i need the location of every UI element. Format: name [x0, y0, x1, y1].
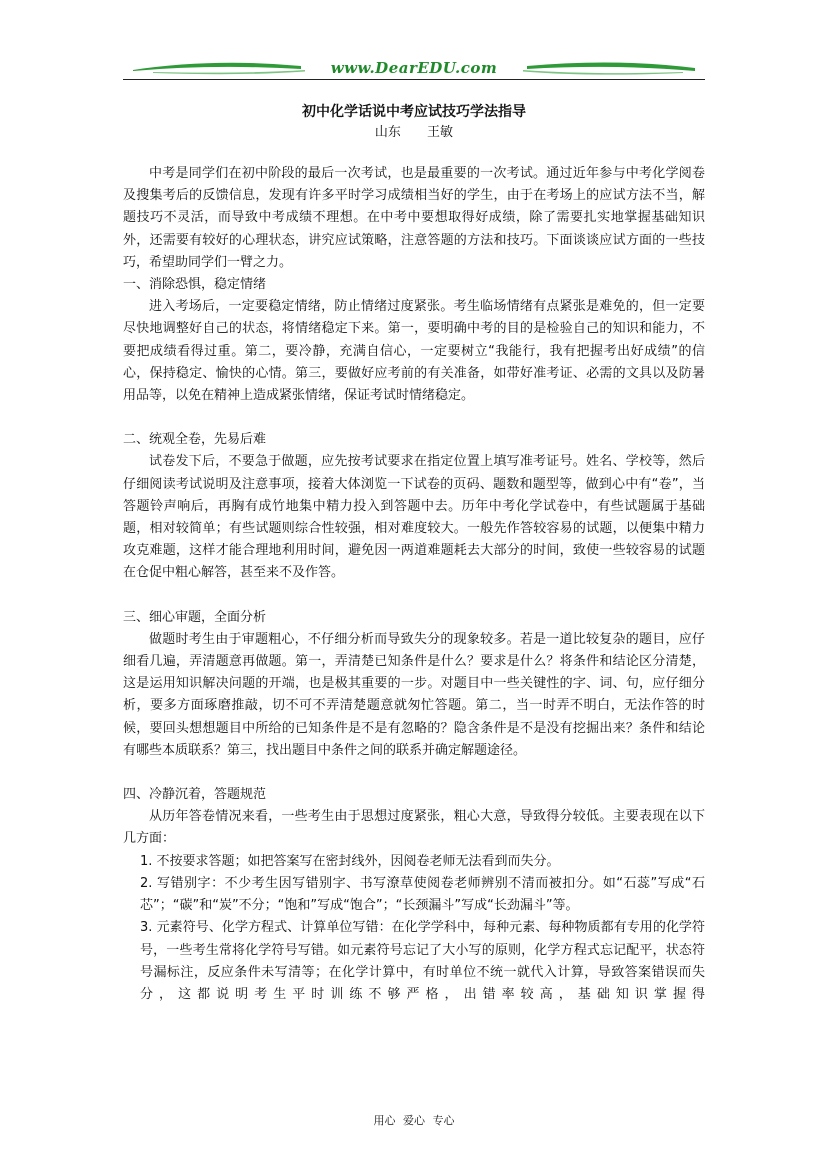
section-heading-3: 三、细心审题，全面分析: [123, 609, 267, 625]
spacer: [123, 585, 705, 607]
spacer: [123, 762, 705, 784]
list-item-2: 2. 写错别字：不少考生因写错别字、书写潦草使阅卷老师辨别不清而被扣分。如“石蕊”写成“石芯”；“碳”和“炭”不分；“饱和”写成“饱合”；“长颈漏斗”写成“长劲漏斗”等。: [140, 875, 705, 914]
site-logo-text: www.DearEDU.com: [330, 59, 498, 77]
section-heading-1: 一、消除恐惧，稳定情绪: [123, 277, 267, 293]
intro-paragraph: 中考是同学们在初中阶段的最后一次考试，也是最重要的一次考试。通过近年参与中考化学阅卷及搜集考后的反馈信息，发现有许多平时学习成绩相当好的学生，由于在考场上的应试方法不当，解题技巧不灵活，而导致中考成绩不理想。在中考中要想取得好成绩，除了需要扎实地掌握基础知识外，还需要有较好的心理状态，讲究应试策略，注意答题的方法和技巧。下面谈谈应试方面的一些技巧，希望助同学们一臂之力。: [123, 166, 705, 270]
header-divider: [123, 79, 705, 80]
section-1-paragraph: 进入考场后，一定要稳定情绪，防止情绪过度紧张。考生临场情绪有点紧张是难免的，但一定要尽快地调整好自己的状态，将情绪稳定下来。第一，要明确中考的目的是检验自己的知识和能力，不要把成绩看得过重。第二，要冷静，充满自信心，一定要树立“我能行，我有把握考出好成绩”的信心，保持稳定、愉快的心情。第三，要做好应考前的有关准备，如带好准考证、必需的文具以及防暑用品等，以免在精神上造成紧张情绪，保证考试时情绪稳定。: [123, 299, 705, 404]
section-heading-4: 四、冷静沉着，答题规范: [123, 787, 267, 803]
document-body: [123, 163, 705, 1006]
document-author: 山东 王敏: [374, 125, 454, 140]
section-2-paragraph: 试卷发下后，不要急于做题，应先按考试要求在指定位置上填写准考证号。姓名、学校等，然后仔细阅读考试说明及注意事项，接着大体浏览一下试卷的页码、题数和题型等，做到心中有“卷”，当答题铃声响后，再胸有成竹地集中精力投入到答题中去。历年中考化学试卷中，有些试题属于基础题，相对较简单；有些试题则综合性较强，相对难度较大。一般先作答较容易的试题，以便集中精力攻克难题，这样才能合理地利用时间，避免因一两道难题耗去大部分的时间，致使一些较容易的试题在仓促中粗心解答，甚至来不及作答。: [123, 454, 705, 581]
section-heading-2: 二、统观全卷，先易后难: [123, 432, 267, 448]
page-footer: 用心 爱心 专心: [373, 1114, 455, 1127]
site-header-banner: [123, 52, 705, 82]
spacer: [123, 407, 705, 429]
document-title: 初中化学话说中考应试技巧学法指导: [302, 104, 526, 120]
section-3-paragraph: 做题时考生由于审题粗心，不仔细分析而导致失分的现象较多。若是一道比较复杂的题目，应仔细看几遍，弄清题意再做题。第一，弄清楚已知条件是什么？要求是什么？将条件和结论区分清楚，这是运用知识解决问题的开端，也是极其重要的一步。对题目中一些关键性的字、词、句，应仔细分析，要多方面琢磨推敲，切不可不弄清楚题意就匆忙答题。第二，当一时弄不明白，无法作答的时候，要回头想想题目中所给的已知条件是不是有忽略的？隐含条件是不是没有挖掘出来？条件和结论有哪些本质联系？第三，找出题目中条件之间的联系并确定解题途径。: [123, 631, 705, 758]
section-4-paragraph: 从历年答卷情况来看，一些考生由于思想过度紧张，粗心大意，导致得分较低。主要表现在以下几方面：: [123, 809, 705, 847]
list-item-3: 3. 元素符号、化学方程式、计算单位写错：在化学学科中，每种元素、每种物质都有专用的化学符号，一些考生常将化学符号写错。如元素符号忘记了大小写的原则，化学方程式忘记配平，状态符号漏标注，反应条件未写清等；在化学计算中，有时单位不统一就代入计算，导致答案错误而失分，这都说明考生平时训练不够严格，出错率较高，基础知识掌握得: [140, 920, 705, 1002]
list-item-1: 1. 不按要求答题；如把答案写在密封线外，因阅卷老师无法看到而失分。: [140, 853, 560, 869]
